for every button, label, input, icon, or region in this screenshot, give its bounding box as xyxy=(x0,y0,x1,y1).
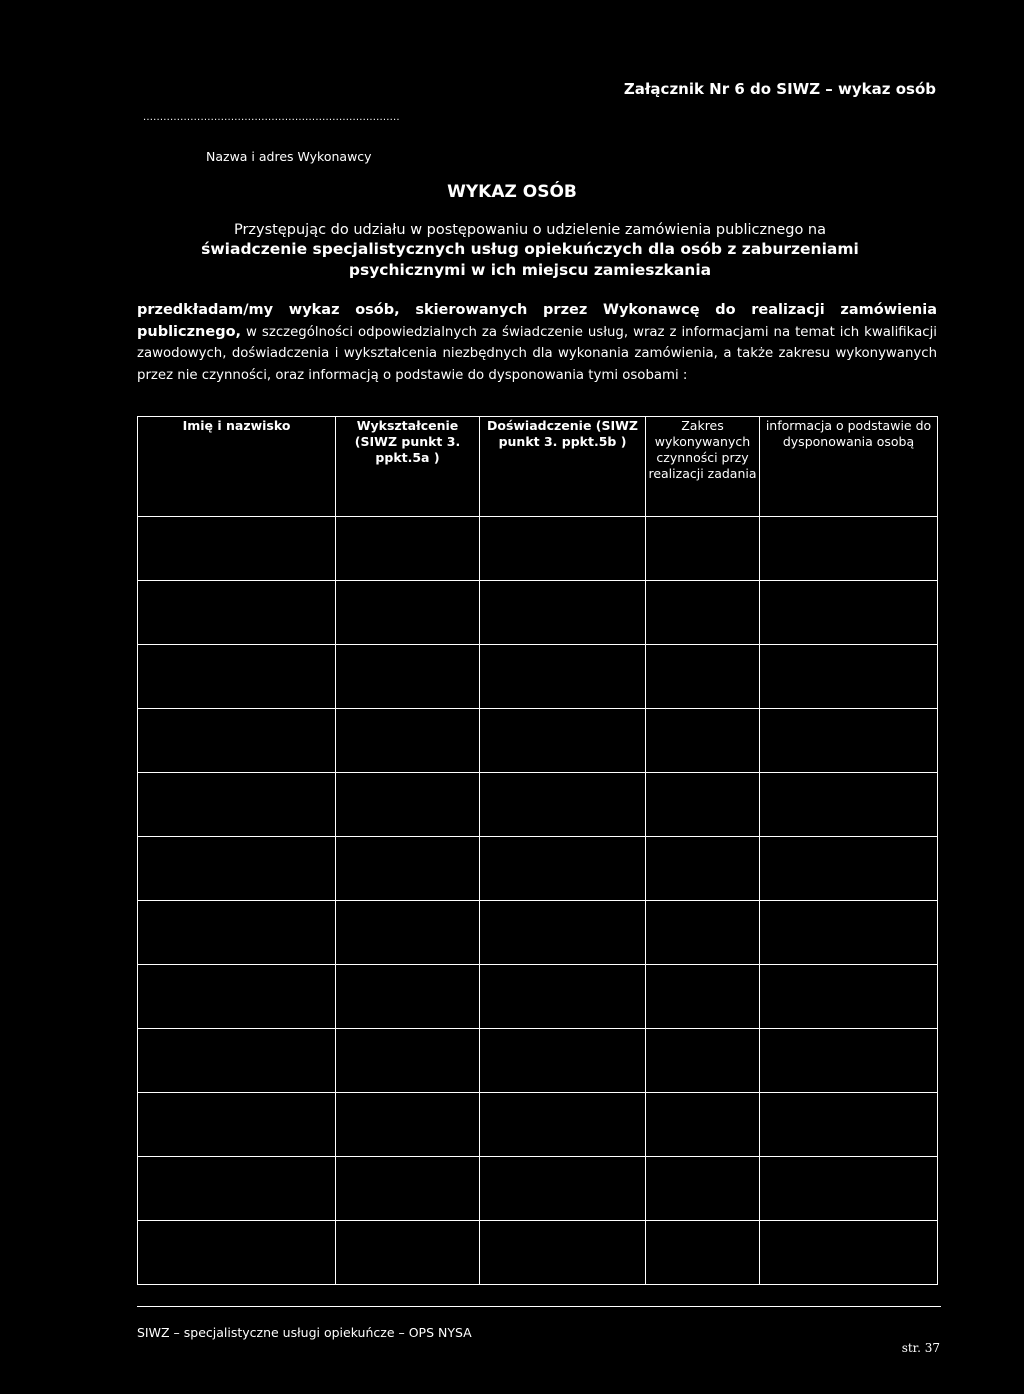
table-row xyxy=(138,645,938,709)
table-cell[interactable] xyxy=(760,1093,938,1157)
persons-table xyxy=(137,416,938,1285)
table-cell[interactable] xyxy=(480,965,646,1029)
declaration-lead: przedkładam/my wykaz osób, skierowanych przez Wykonawcę do realizacji zamówienia publicznego, xyxy=(137,302,937,340)
table-cell[interactable] xyxy=(336,965,480,1029)
table-cell[interactable] xyxy=(760,837,938,901)
header-basis: informacja o podstawie do dysponowania osobą xyxy=(760,417,938,517)
table-row xyxy=(138,965,938,1029)
table-cell[interactable] xyxy=(646,837,760,901)
table-cell[interactable] xyxy=(480,1029,646,1093)
table-row xyxy=(138,581,938,645)
table-cell[interactable] xyxy=(646,965,760,1029)
table-cell[interactable] xyxy=(646,901,760,965)
page-number: str. 37 xyxy=(901,1341,940,1355)
table-cell[interactable] xyxy=(480,1221,646,1285)
table-cell[interactable] xyxy=(336,1157,480,1221)
table-cell[interactable] xyxy=(480,901,646,965)
declaration-rest: w szczególności odpowiedzialnych za świadczenie usług, wraz z informacjami na temat ich kwalifikacji zawodowych, doświadczenia i wykształcenia niezbędnych dla wykonania zamówienia, a także zakresu wykonywanych przez nie czynności, oraz informacją o podstawie do dysponowania tymi osobami : xyxy=(137,324,937,383)
table-cell[interactable] xyxy=(480,1093,646,1157)
table-cell[interactable] xyxy=(646,1029,760,1093)
table-cell[interactable] xyxy=(480,709,646,773)
table-cell[interactable] xyxy=(138,1029,336,1093)
table-cell[interactable] xyxy=(138,1093,336,1157)
table-row xyxy=(138,1093,938,1157)
table-cell[interactable] xyxy=(480,517,646,581)
table-cell[interactable] xyxy=(336,837,480,901)
table-cell[interactable] xyxy=(760,581,938,645)
procurement-subject-line-2: psychicznymi w ich miejscu zamieszkania xyxy=(348,261,712,279)
table-cell[interactable] xyxy=(336,1093,480,1157)
document-title: WYKAZ OSÓB xyxy=(447,182,577,202)
table-cell[interactable] xyxy=(760,1221,938,1285)
table-cell[interactable] xyxy=(138,645,336,709)
table-row xyxy=(138,901,938,965)
table-cell[interactable] xyxy=(336,645,480,709)
table-cell[interactable] xyxy=(336,901,480,965)
table-row xyxy=(138,837,938,901)
contractor-signature-line: ............................................................................ xyxy=(143,112,400,123)
table-cell[interactable] xyxy=(646,581,760,645)
table-cell[interactable] xyxy=(760,1029,938,1093)
table-cell[interactable] xyxy=(760,709,938,773)
table-cell[interactable] xyxy=(646,1157,760,1221)
table-cell[interactable] xyxy=(138,773,336,837)
table-cell[interactable] xyxy=(138,581,336,645)
table-cell[interactable] xyxy=(336,581,480,645)
table-cell[interactable] xyxy=(480,1157,646,1221)
intro-block xyxy=(130,221,930,281)
table-cell[interactable] xyxy=(138,1221,336,1285)
table-cell[interactable] xyxy=(760,1157,938,1221)
header-name: Imię i nazwisko xyxy=(138,417,336,517)
table-cell[interactable] xyxy=(336,1221,480,1285)
table-cell[interactable] xyxy=(760,517,938,581)
table-cell[interactable] xyxy=(760,901,938,965)
table-cell[interactable] xyxy=(336,1029,480,1093)
table-row xyxy=(138,1029,938,1093)
declaration-paragraph xyxy=(137,300,937,386)
table-header-row xyxy=(138,417,938,517)
table-row xyxy=(138,517,938,581)
table-cell[interactable] xyxy=(336,709,480,773)
header-experience: Doświadczenie (SIWZ punkt 3. ppkt.5b ) xyxy=(480,417,646,517)
table-cell[interactable] xyxy=(760,965,938,1029)
table-cell[interactable] xyxy=(480,773,646,837)
table-row xyxy=(138,1221,938,1285)
table-cell[interactable] xyxy=(138,965,336,1029)
table-cell[interactable] xyxy=(646,709,760,773)
header-scope: Zakres wykonywanych czynności przy realizacji zadania xyxy=(646,417,760,517)
procurement-subject-line-1: świadczenie specjalistycznych usług opiekuńczych dla osób z zaburzeniami xyxy=(201,240,859,258)
table-cell[interactable] xyxy=(138,901,336,965)
table-cell[interactable] xyxy=(646,1221,760,1285)
table-row xyxy=(138,1157,938,1221)
header-education: Wykształcenie (SIWZ punkt 3. ppkt.5a ) xyxy=(336,417,480,517)
table-cell[interactable] xyxy=(138,517,336,581)
intro-line: Przystępując do udziału w postępowaniu o udzielenie zamówienia publicznego na xyxy=(233,222,826,238)
table-cell[interactable] xyxy=(336,773,480,837)
table-cell[interactable] xyxy=(646,1093,760,1157)
contractor-label: Nazwa i adres Wykonawcy xyxy=(206,149,372,164)
table-cell[interactable] xyxy=(646,517,760,581)
footer-divider xyxy=(137,1306,941,1307)
table-cell[interactable] xyxy=(138,1157,336,1221)
table-cell[interactable] xyxy=(760,645,938,709)
table-cell[interactable] xyxy=(480,837,646,901)
table-cell[interactable] xyxy=(480,645,646,709)
attachment-title: Załącznik Nr 6 do SIWZ – wykaz osób xyxy=(623,80,936,98)
table-cell[interactable] xyxy=(336,517,480,581)
table-cell[interactable] xyxy=(138,837,336,901)
table-row xyxy=(138,709,938,773)
table-cell[interactable] xyxy=(480,581,646,645)
table-cell[interactable] xyxy=(138,709,336,773)
table-cell[interactable] xyxy=(760,773,938,837)
footer-text: SIWZ – specjalistyczne usługi opiekuńcze – OPS NYSA xyxy=(137,1325,472,1340)
table-row xyxy=(138,773,938,837)
table-cell[interactable] xyxy=(646,645,760,709)
table-cell[interactable] xyxy=(646,773,760,837)
